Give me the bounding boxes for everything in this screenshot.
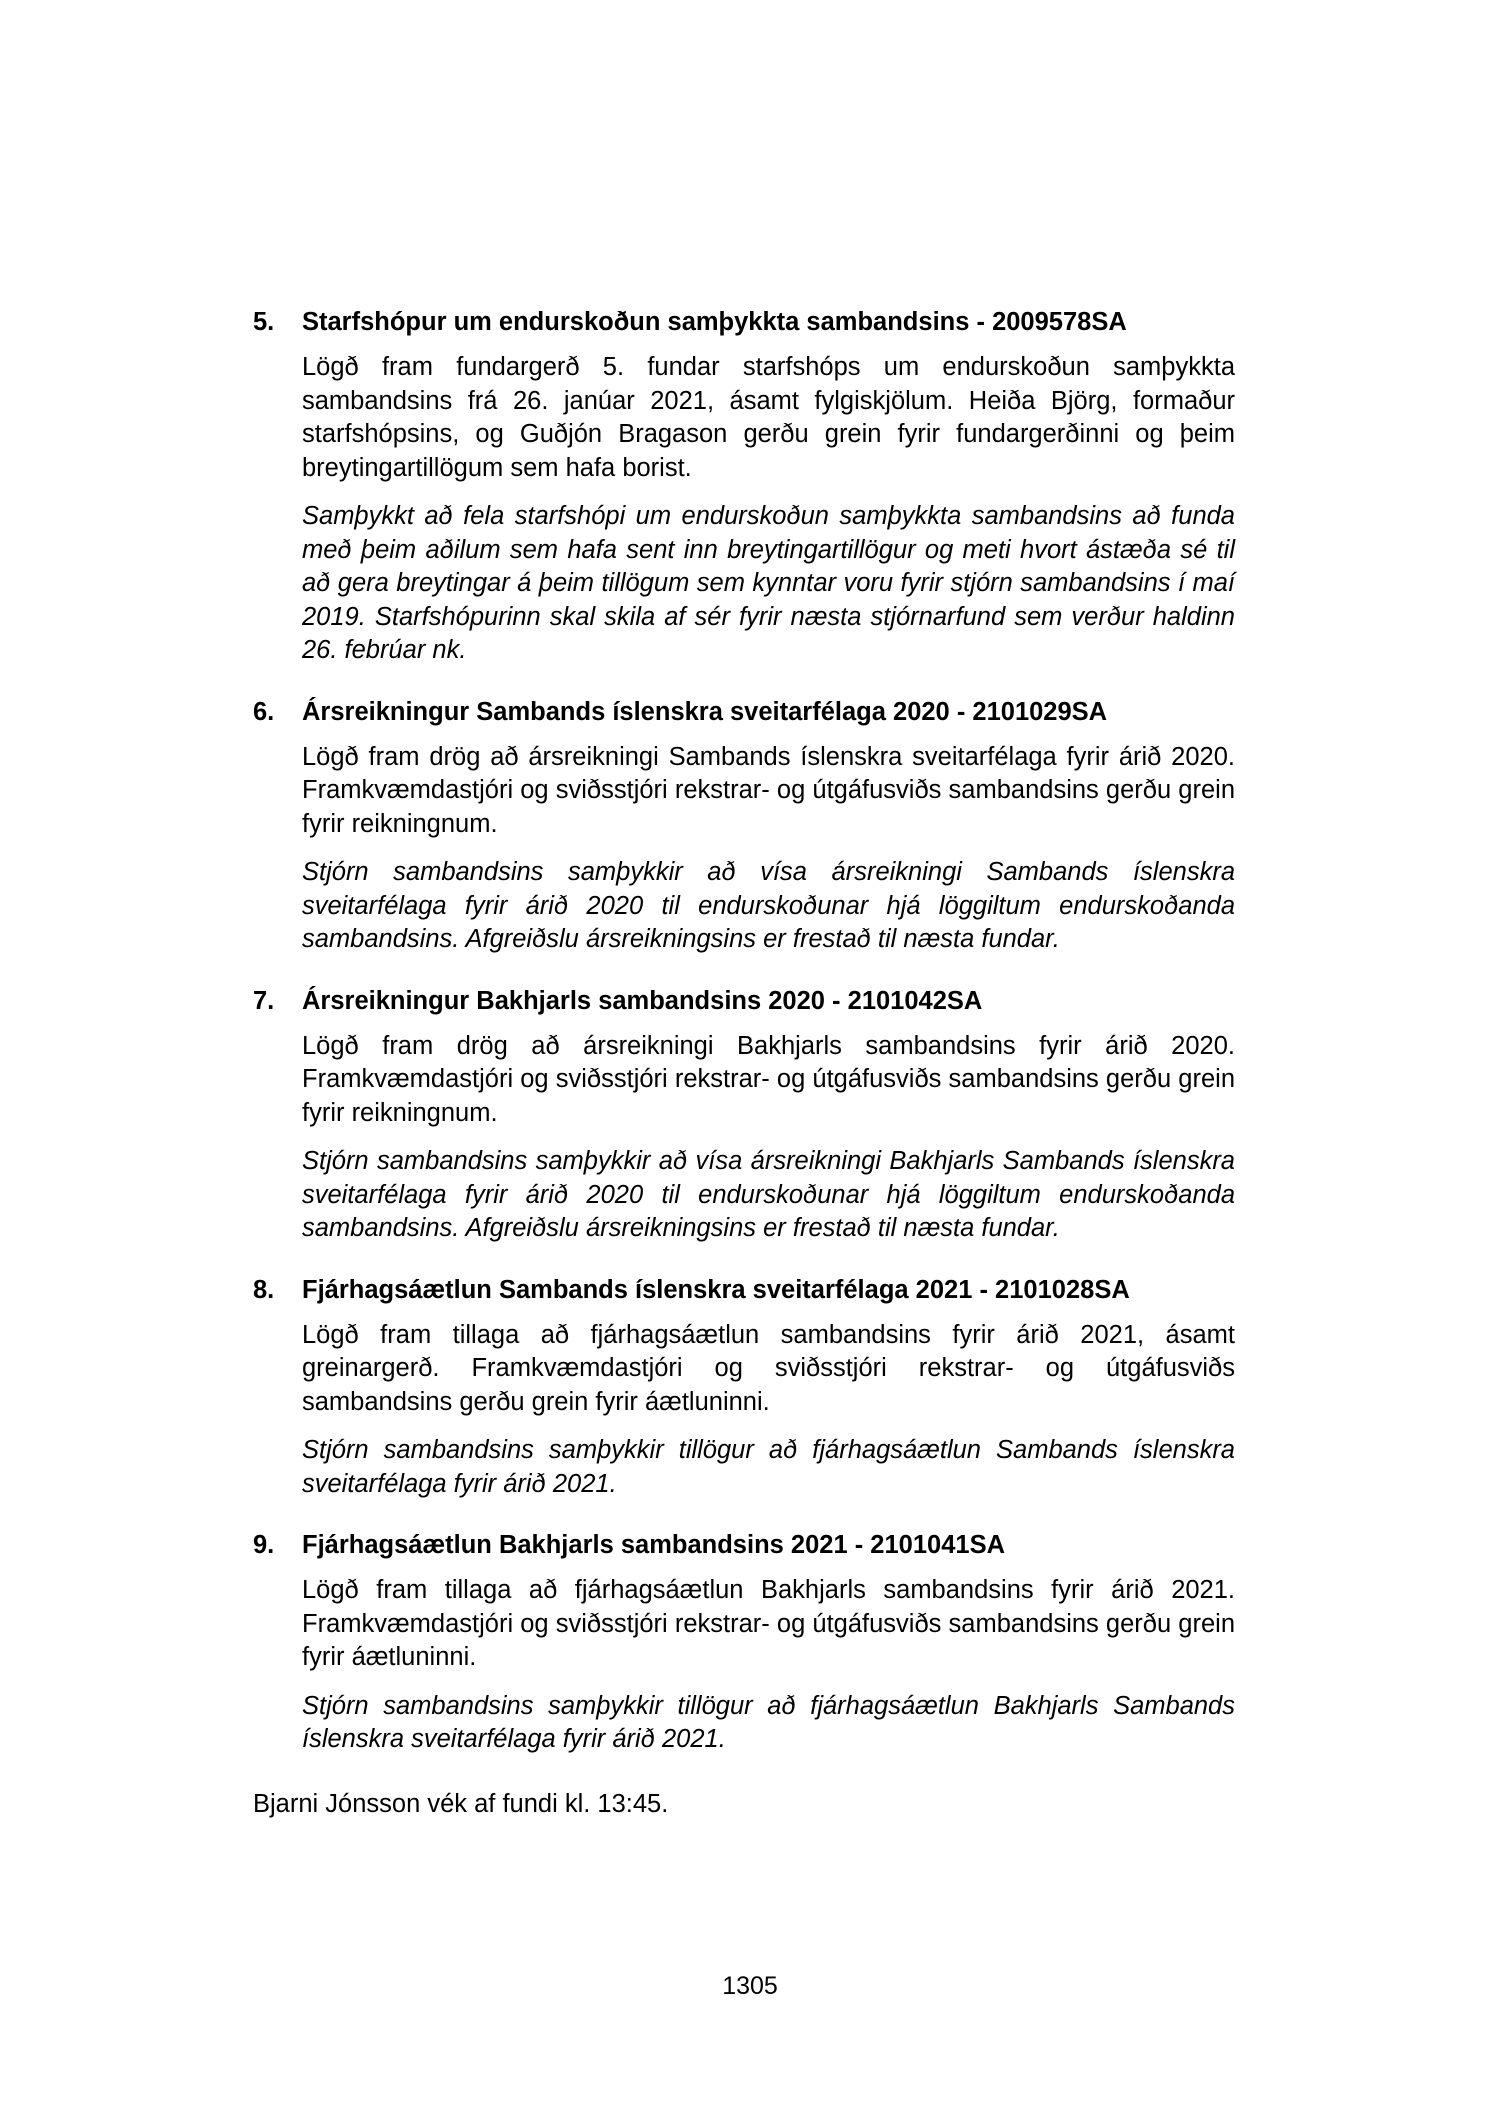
item-number: 5. xyxy=(253,308,275,336)
agenda-item-heading xyxy=(253,1529,1235,1562)
item-resolution-paragraph: Stjórn sambandsins samþykkir að vísa ársreikningi Sambands íslenskra sveitarfélaga fyrir árið 2020 til endurskoðunar hjá löggiltum endurskoðanda sambandsins. Afgreiðslu ársreikningsins er frestað til næsta fundar. xyxy=(302,858,1235,953)
agenda-item-7 xyxy=(253,985,1235,1246)
item-title: Fjárhagsáætlun Bakhjarls sambandsins 2021 - 2101041SA xyxy=(302,1531,1005,1559)
item-number: 9. xyxy=(253,1531,275,1559)
closing-line: Bjarni Jónsson vék af fundi kl. 13:45. xyxy=(253,1789,669,1818)
item-number: 6. xyxy=(253,697,275,726)
item-resolution-paragraph: Stjórn sambandsins samþykkir að vísa ársreikningi Bakhjarls Sambands íslenskra sveitarfélaga fyrir árið 2020 til endurskoðunar hjá löggiltum endurskoðanda sambandsins. Afgreiðslu ársreikningsins er frestað til næsta fundar. xyxy=(302,1147,1235,1242)
agenda-item-heading xyxy=(253,985,1235,1018)
item-title: Ársreikningur Bakhjarls sambandsins 2020 - 2101042SA xyxy=(302,986,983,1015)
item-paragraph: Lögð fram tillaga að fjárhagsáætlun sambandsins fyrir árið 2021, ásamt greinargerð. Framkvæmdastjóri og sviðsstjóri rekstrar- og útgáfusviðs sambandsins gerðu grein fyrir áætluninni. xyxy=(302,1320,1235,1416)
agenda-item-6 xyxy=(253,696,1235,957)
item-title: Ársreikningur Sambands íslenskra sveitarfélaga 2020 - 2101029SA xyxy=(302,697,1108,726)
item-resolution-paragraph: Stjórn sambandsins samþykkir tillögur að fjárhagsáætlun Bakhjarls Sambands íslenskra sveitarfélaga fyrir árið 2021. xyxy=(302,1691,1235,1753)
agenda-item-5 xyxy=(253,306,1235,668)
agenda-item-heading xyxy=(253,1274,1235,1307)
item-number: 7. xyxy=(253,986,275,1015)
item-resolution-paragraph: Samþykkt að fela starfshópi um endurskoðun samþykkta sambandsins að funda með þeim aðilum sem hafa sent inn breytingartillögur og meti hvort ástæða sé til að gera breytingar á þeim tillögum sem kynntar voru fyrir stjórn sambandsins í maí 2019. Starfshópurinn skal skila af sér fyrir næsta stjórnarfund sem verður haldinn 26. febrúar nk. xyxy=(302,502,1235,664)
item-title: Starfshópur um endurskoðun samþykkta sambandsins - 2009578SA xyxy=(302,308,1127,336)
item-paragraph: Lögð fram drög að ársreikningi Sambands íslenskra sveitarfélaga fyrir árið 2020. Framkvæmdastjóri og sviðsstjóri rekstrar- og útgáfusviðs sambandsins gerðu grein fyrir reikningnum. xyxy=(302,742,1235,838)
item-title: Fjárhagsáætlun Sambands íslenskra sveitarfélaga 2021 - 2101028SA xyxy=(302,1275,1130,1304)
agenda-item-8 xyxy=(253,1274,1235,1502)
item-resolution-paragraph: Stjórn sambandsins samþykkir tillögur að fjárhagsáætlun Sambands íslenskra sveitarfélaga fyrir árið 2021. xyxy=(302,1436,1235,1498)
item-paragraph: Lögð fram tillaga að fjárhagsáætlun Bakhjarls sambandsins fyrir árið 2021. Framkvæmdastjóri og sviðsstjóri rekstrar- og útgáfusviðs sambandsins gerðu grein fyrir áætluninni. xyxy=(302,1576,1235,1671)
item-paragraph: Lögð fram fundargerð 5. fundar starfshóps um endurskoðun samþykkta sambandsins frá 26. janúar 2021, ásamt fylgiskjölum. Heiða Björg, formaður starfshópsins, og Guðjón Bragason gerðu grein fyrir fundargerðinni og þeim breytingartillögum sem hafa borist. xyxy=(302,353,1235,482)
minutes-body xyxy=(253,306,1235,1821)
page-number: 1305 xyxy=(722,1972,778,2000)
item-paragraph: Lögð fram drög að ársreikningi Bakhjarls sambandsins fyrir árið 2020. Framkvæmdastjóri og sviðsstjóri rekstrar- og útgáfusviðs sambandsins gerðu grein fyrir reikningnum. xyxy=(302,1031,1235,1127)
agenda-item-heading xyxy=(253,306,1235,339)
item-number: 8. xyxy=(253,1275,275,1304)
agenda-item-9 xyxy=(253,1529,1235,1757)
agenda-item-heading xyxy=(253,696,1235,729)
